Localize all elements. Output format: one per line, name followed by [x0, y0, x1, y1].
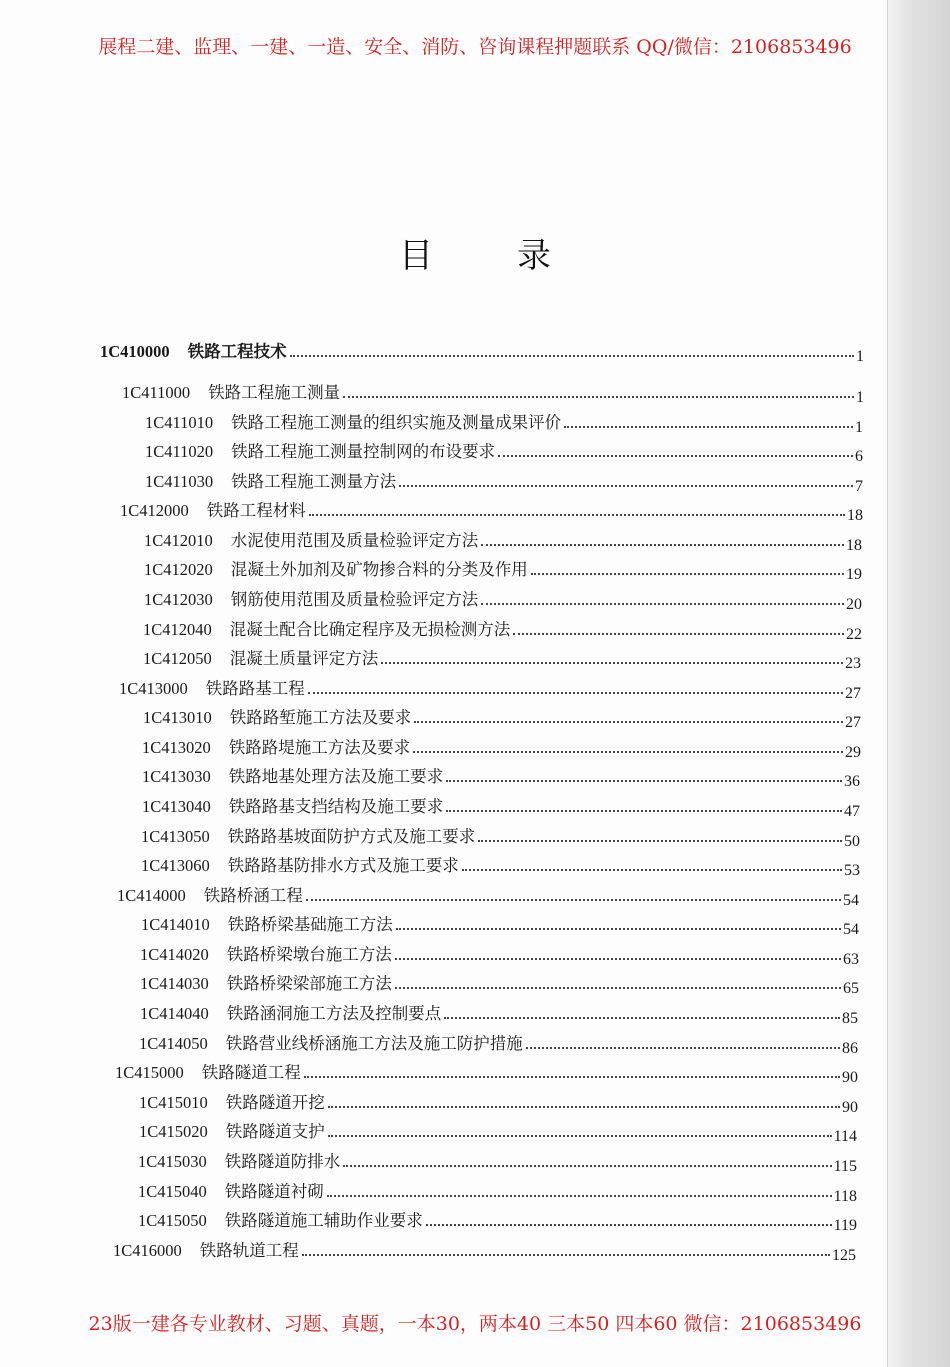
toc-leader-dots [343, 1165, 831, 1167]
toc-entry-page-number: 19 [846, 566, 862, 583]
toc-entry-title: 铁路隧道衬砌 [224, 1182, 324, 1201]
toc-entry-page-number: 27 [845, 714, 861, 731]
toc-section-entry [139, 1093, 858, 1116]
toc-entry-page-number: 115 [833, 1158, 857, 1175]
toc-entry-title: 铁路隧道防排水 [224, 1152, 341, 1171]
toc-entry-code: 1C415010 [139, 1093, 208, 1112]
toc-entry-title: 铁路路基支挡结构及施工要求 [228, 797, 444, 816]
toc-chapter-entry [120, 501, 863, 524]
toc-entry-code: 1C411020 [145, 442, 214, 461]
toc-entry-page-number: 29 [845, 744, 861, 761]
toc-chapter-entry [117, 886, 859, 909]
toc-section-entry [145, 472, 863, 495]
toc-entry-title: 铁路路基坡面防护方式及施工要求 [227, 827, 476, 846]
toc-entry-page-number: 85 [842, 1010, 858, 1027]
toc-entry-page-number: 53 [844, 862, 860, 879]
toc-entry-code: 1C413020 [142, 738, 211, 757]
toc-entry-title: 铁路路基防排水方式及施工要求 [227, 856, 459, 875]
toc-section-entry [143, 708, 861, 731]
toc-leader-dots [395, 958, 841, 960]
toc-entry-code: 1C411000 [122, 383, 191, 402]
toc-leader-dots [413, 751, 843, 753]
toc-entry-title: 混凝土配合比确定程序及无损检测方法 [229, 620, 511, 639]
toc-entry-page-number: 36 [844, 773, 860, 790]
toc-entry-code: 1C415030 [138, 1152, 207, 1171]
toc-entry-title: 铁路桥梁墩台施工方法 [226, 945, 392, 964]
toc-entry-page-number: 119 [833, 1217, 857, 1234]
toc-entry-code: 1C413030 [142, 767, 211, 786]
toc-section-entry [142, 738, 861, 761]
toc-section-entry [142, 797, 860, 820]
toc-entry-title: 混凝土质量评定方法 [229, 649, 379, 668]
toc-entry-code: 1C413050 [141, 827, 210, 846]
toc-chapter-entry [122, 383, 864, 406]
toc-leader-dots [478, 840, 842, 842]
toc-entry-code: 1C415000 [115, 1063, 184, 1082]
toc-entry-code: 1C412000 [120, 501, 189, 520]
toc-entry-code: 1C411010 [145, 413, 214, 432]
toc-entry-code: 1C414010 [141, 915, 210, 934]
toc-entry-code: 1C414040 [140, 1004, 209, 1023]
toc-section-entry [139, 1122, 857, 1145]
toc-section-entry [138, 1182, 857, 1205]
toc-leader-dots [395, 987, 841, 989]
toc-leader-dots [304, 1076, 840, 1078]
toc-entry-code: 1C413000 [119, 679, 188, 698]
toc-entry-page-number: 23 [845, 655, 861, 672]
toc-entry-code: 1C413060 [141, 856, 210, 875]
toc-leader-dots [564, 426, 853, 428]
toc-leader-dots [444, 1017, 840, 1019]
toc-entry-title: 铁路路堑施工方法及要求 [229, 708, 412, 727]
toc-entry-page-number: 90 [842, 1099, 858, 1116]
toc-leader-dots [328, 1106, 840, 1108]
toc-entry-code: 1C414000 [117, 886, 186, 905]
toc-entry-code: 1C411030 [145, 472, 214, 491]
toc-leader-dots [414, 721, 843, 723]
toc-entry-title: 铁路工程材料 [206, 501, 306, 520]
toc-leader-dots [381, 662, 843, 664]
toc-section-entry [140, 974, 859, 997]
toc-entry-page-number: 1 [856, 389, 864, 406]
toc-entry-page-number: 114 [833, 1128, 857, 1145]
toc-section-entry [145, 413, 863, 436]
toc-leader-dots [531, 573, 844, 575]
toc-entry-code: 1C415040 [138, 1182, 207, 1201]
toc-entry-code: 1C412030 [144, 590, 213, 609]
toc-leader-dots [462, 869, 842, 871]
toc-entry-code: 1C414050 [139, 1034, 208, 1053]
toc-entry-title: 铁路桥梁基础施工方法 [227, 915, 393, 934]
toc-entry-code: 1C413010 [143, 708, 212, 727]
toc-entry-title: 混凝土外加剂及矿物掺合料的分类及作用 [230, 560, 528, 579]
toc-section-entry [145, 442, 863, 465]
toc-leader-dots [308, 692, 843, 694]
toc-entry-page-number: 65 [843, 980, 859, 997]
toc-entry-page-number: 6 [855, 448, 863, 465]
toc-entry-code: 1C412020 [144, 560, 213, 579]
toc-leader-dots [302, 1254, 830, 1256]
toc-entry-title: 铁路隧道支护 [225, 1122, 325, 1141]
toc-entry-title: 铁路工程技术 [187, 342, 287, 361]
toc-entry-title: 铁路隧道施工辅助作业要求 [224, 1211, 423, 1230]
toc-leader-dots [306, 899, 841, 901]
toc-entry-page-number: 20 [846, 596, 862, 613]
toc-leader-dots [328, 1135, 832, 1137]
toc-entry-page-number: 7 [855, 478, 863, 495]
toc-leader-dots [426, 1224, 832, 1226]
toc-chapter-entry [115, 1063, 858, 1086]
bottom-watermark-banner: 23版一建各专业教材、习题、真题，一本30，两本40 三本50 四本60 微信：2106853496 [88, 1313, 862, 1335]
toc-entry-title: 铁路涵洞施工方法及控制要点 [226, 1004, 442, 1023]
toc-chapter-entry [119, 679, 861, 702]
toc-leader-dots [309, 514, 845, 516]
toc-section-entry [138, 1211, 857, 1234]
toc-section-entry [144, 590, 862, 613]
toc-section-entry [144, 531, 862, 554]
toc-entry-page-number: 63 [843, 951, 859, 968]
toc-leader-dots [446, 780, 842, 782]
toc-entry-page-number: 27 [845, 685, 861, 702]
toc-leader-dots [513, 633, 844, 635]
toc-entry-code: 1C410000 [100, 342, 170, 361]
toc-entry-page-number: 125 [832, 1247, 856, 1264]
toc-entry-page-number: 50 [844, 833, 860, 850]
toc-leader-dots [481, 603, 844, 605]
toc-entry-page-number: 1 [856, 348, 864, 365]
toc-entry-page-number: 54 [843, 921, 859, 938]
toc-entry-title: 铁路工程施工测量 [208, 383, 341, 402]
toc-leader-dots [481, 544, 844, 546]
toc-entry-title: 铁路工程施工测量控制网的布设要求 [231, 442, 496, 461]
toc-section-entry [139, 1034, 858, 1057]
toc-entry-code: 1C413040 [142, 797, 211, 816]
toc-section-entry [138, 1152, 857, 1175]
toc-section-entry [140, 1004, 858, 1027]
toc-part-entry [100, 342, 864, 365]
toc-entry-title: 铁路工程施工测量方法 [231, 472, 397, 491]
toc-entry-code: 1C416000 [113, 1241, 182, 1260]
toc-section-entry [143, 649, 861, 672]
toc-entry-title: 铁路路堤施工方法及要求 [228, 738, 411, 757]
toc-entry-title: 钢筋使用范围及质量检验评定方法 [230, 590, 479, 609]
toc-section-entry [140, 945, 859, 968]
toc-section-entry [142, 767, 860, 790]
toc-leader-dots [396, 928, 841, 930]
toc-entry-page-number: 1 [855, 419, 863, 436]
toc-leader-dots [343, 396, 854, 398]
toc-section-entry [144, 560, 862, 583]
toc-leader-dots [498, 455, 853, 457]
toc-entry-title: 铁路隧道开挖 [225, 1093, 325, 1112]
toc-entry-code: 1C412010 [144, 531, 213, 550]
toc-leader-dots [526, 1047, 840, 1049]
toc-entry-title: 铁路桥涵工程 [203, 886, 303, 905]
toc-entry-page-number: 18 [846, 537, 862, 554]
toc-entry-page-number: 118 [833, 1188, 857, 1205]
toc-entry-code: 1C412050 [143, 649, 212, 668]
toc-entry-title: 铁路隧道工程 [201, 1063, 301, 1082]
page-edge-shadow [887, 0, 950, 1367]
toc-leader-dots [399, 485, 853, 487]
toc-section-entry [143, 620, 862, 643]
toc-entry-title: 铁路桥梁梁部施工方法 [226, 974, 392, 993]
toc-entry-code: 1C414020 [140, 945, 209, 964]
toc-entry-page-number: 18 [847, 507, 863, 524]
toc-entry-page-number: 47 [844, 803, 860, 820]
toc-leader-dots [446, 810, 842, 812]
toc-section-entry [141, 856, 860, 879]
toc-entry-code: 1C414030 [140, 974, 209, 993]
toc-entry-page-number: 86 [842, 1040, 858, 1057]
toc-entry-title: 水泥使用范围及质量检验评定方法 [230, 531, 479, 550]
toc-entry-page-number: 54 [843, 892, 859, 909]
toc-entry-title: 铁路营业线桥涵施工方法及施工防护措施 [225, 1034, 523, 1053]
toc-entry-title: 铁路轨道工程 [199, 1241, 299, 1260]
toc-chapter-entry [113, 1241, 856, 1264]
toc-section-entry [141, 827, 860, 850]
top-watermark-banner: 展程二建、监理、一建、一造、安全、消防、咨询课程押题联系 QQ/微信：2106853496 [98, 36, 852, 58]
page-title: 目录 [399, 236, 635, 276]
toc-entry-title: 铁路路基工程 [205, 679, 305, 698]
toc-leader-dots [290, 355, 854, 357]
toc-entry-code: 1C415020 [139, 1122, 208, 1141]
toc-leader-dots [327, 1195, 832, 1197]
toc-entry-title: 铁路地基处理方法及施工要求 [228, 767, 444, 786]
toc-entry-page-number: 90 [842, 1069, 858, 1086]
toc-entry-code: 1C415050 [138, 1211, 207, 1230]
toc-entry-title: 铁路工程施工测量的组织实施及测量成果评价 [231, 413, 562, 432]
toc-section-entry [141, 915, 859, 938]
toc-entry-code: 1C412040 [143, 620, 212, 639]
toc-entry-page-number: 22 [846, 626, 862, 643]
